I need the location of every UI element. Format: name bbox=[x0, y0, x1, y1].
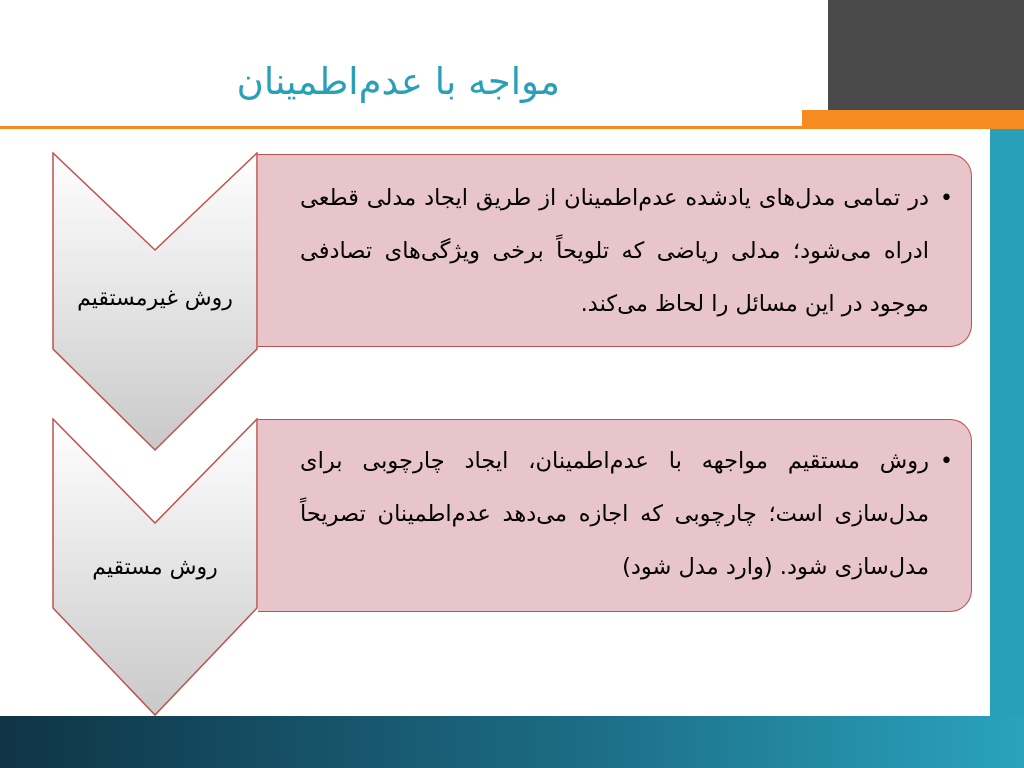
content-card-direct bbox=[258, 419, 972, 612]
list-item bbox=[300, 435, 953, 594]
title-underline bbox=[0, 126, 802, 129]
bullet-dot: • bbox=[940, 449, 953, 474]
slide-title: مواجه با عدم‌اطمینان bbox=[236, 60, 560, 103]
decorative-corner-block bbox=[828, 0, 1024, 110]
list-item bbox=[300, 172, 953, 331]
content-card-indirect bbox=[258, 154, 972, 347]
bullet-dot: • bbox=[940, 186, 953, 211]
decorative-orange-block bbox=[802, 110, 1024, 129]
chevron-label-indirect: روش غیرمستقیم bbox=[77, 286, 233, 311]
footer-bar bbox=[0, 716, 1024, 768]
chevron-label-direct: روش مستقیم bbox=[92, 555, 218, 580]
decorative-side-bar bbox=[990, 129, 1024, 716]
card-text-indirect: در تمامی مدل‌های یادشده عدم‌اطمینان از طریق ایجاد مدلی قطعی ادراه می‌شود؛ مدلی ریاضی که تلویحاً برخی ویژگی‌های تصادفی موجود در این مسائل را لحاظ می‌کند. bbox=[300, 185, 929, 317]
card-text-direct: روش مستقیم مواجهه با عدم‌اطمینان، ایجاد چارچوبی برای مدل‌سازی است؛ چارچوبی که اجازه می‌دهد عدم‌اطمینان تصریحاً مدل‌سازی شود. (وارد مدل شود) bbox=[300, 448, 929, 580]
